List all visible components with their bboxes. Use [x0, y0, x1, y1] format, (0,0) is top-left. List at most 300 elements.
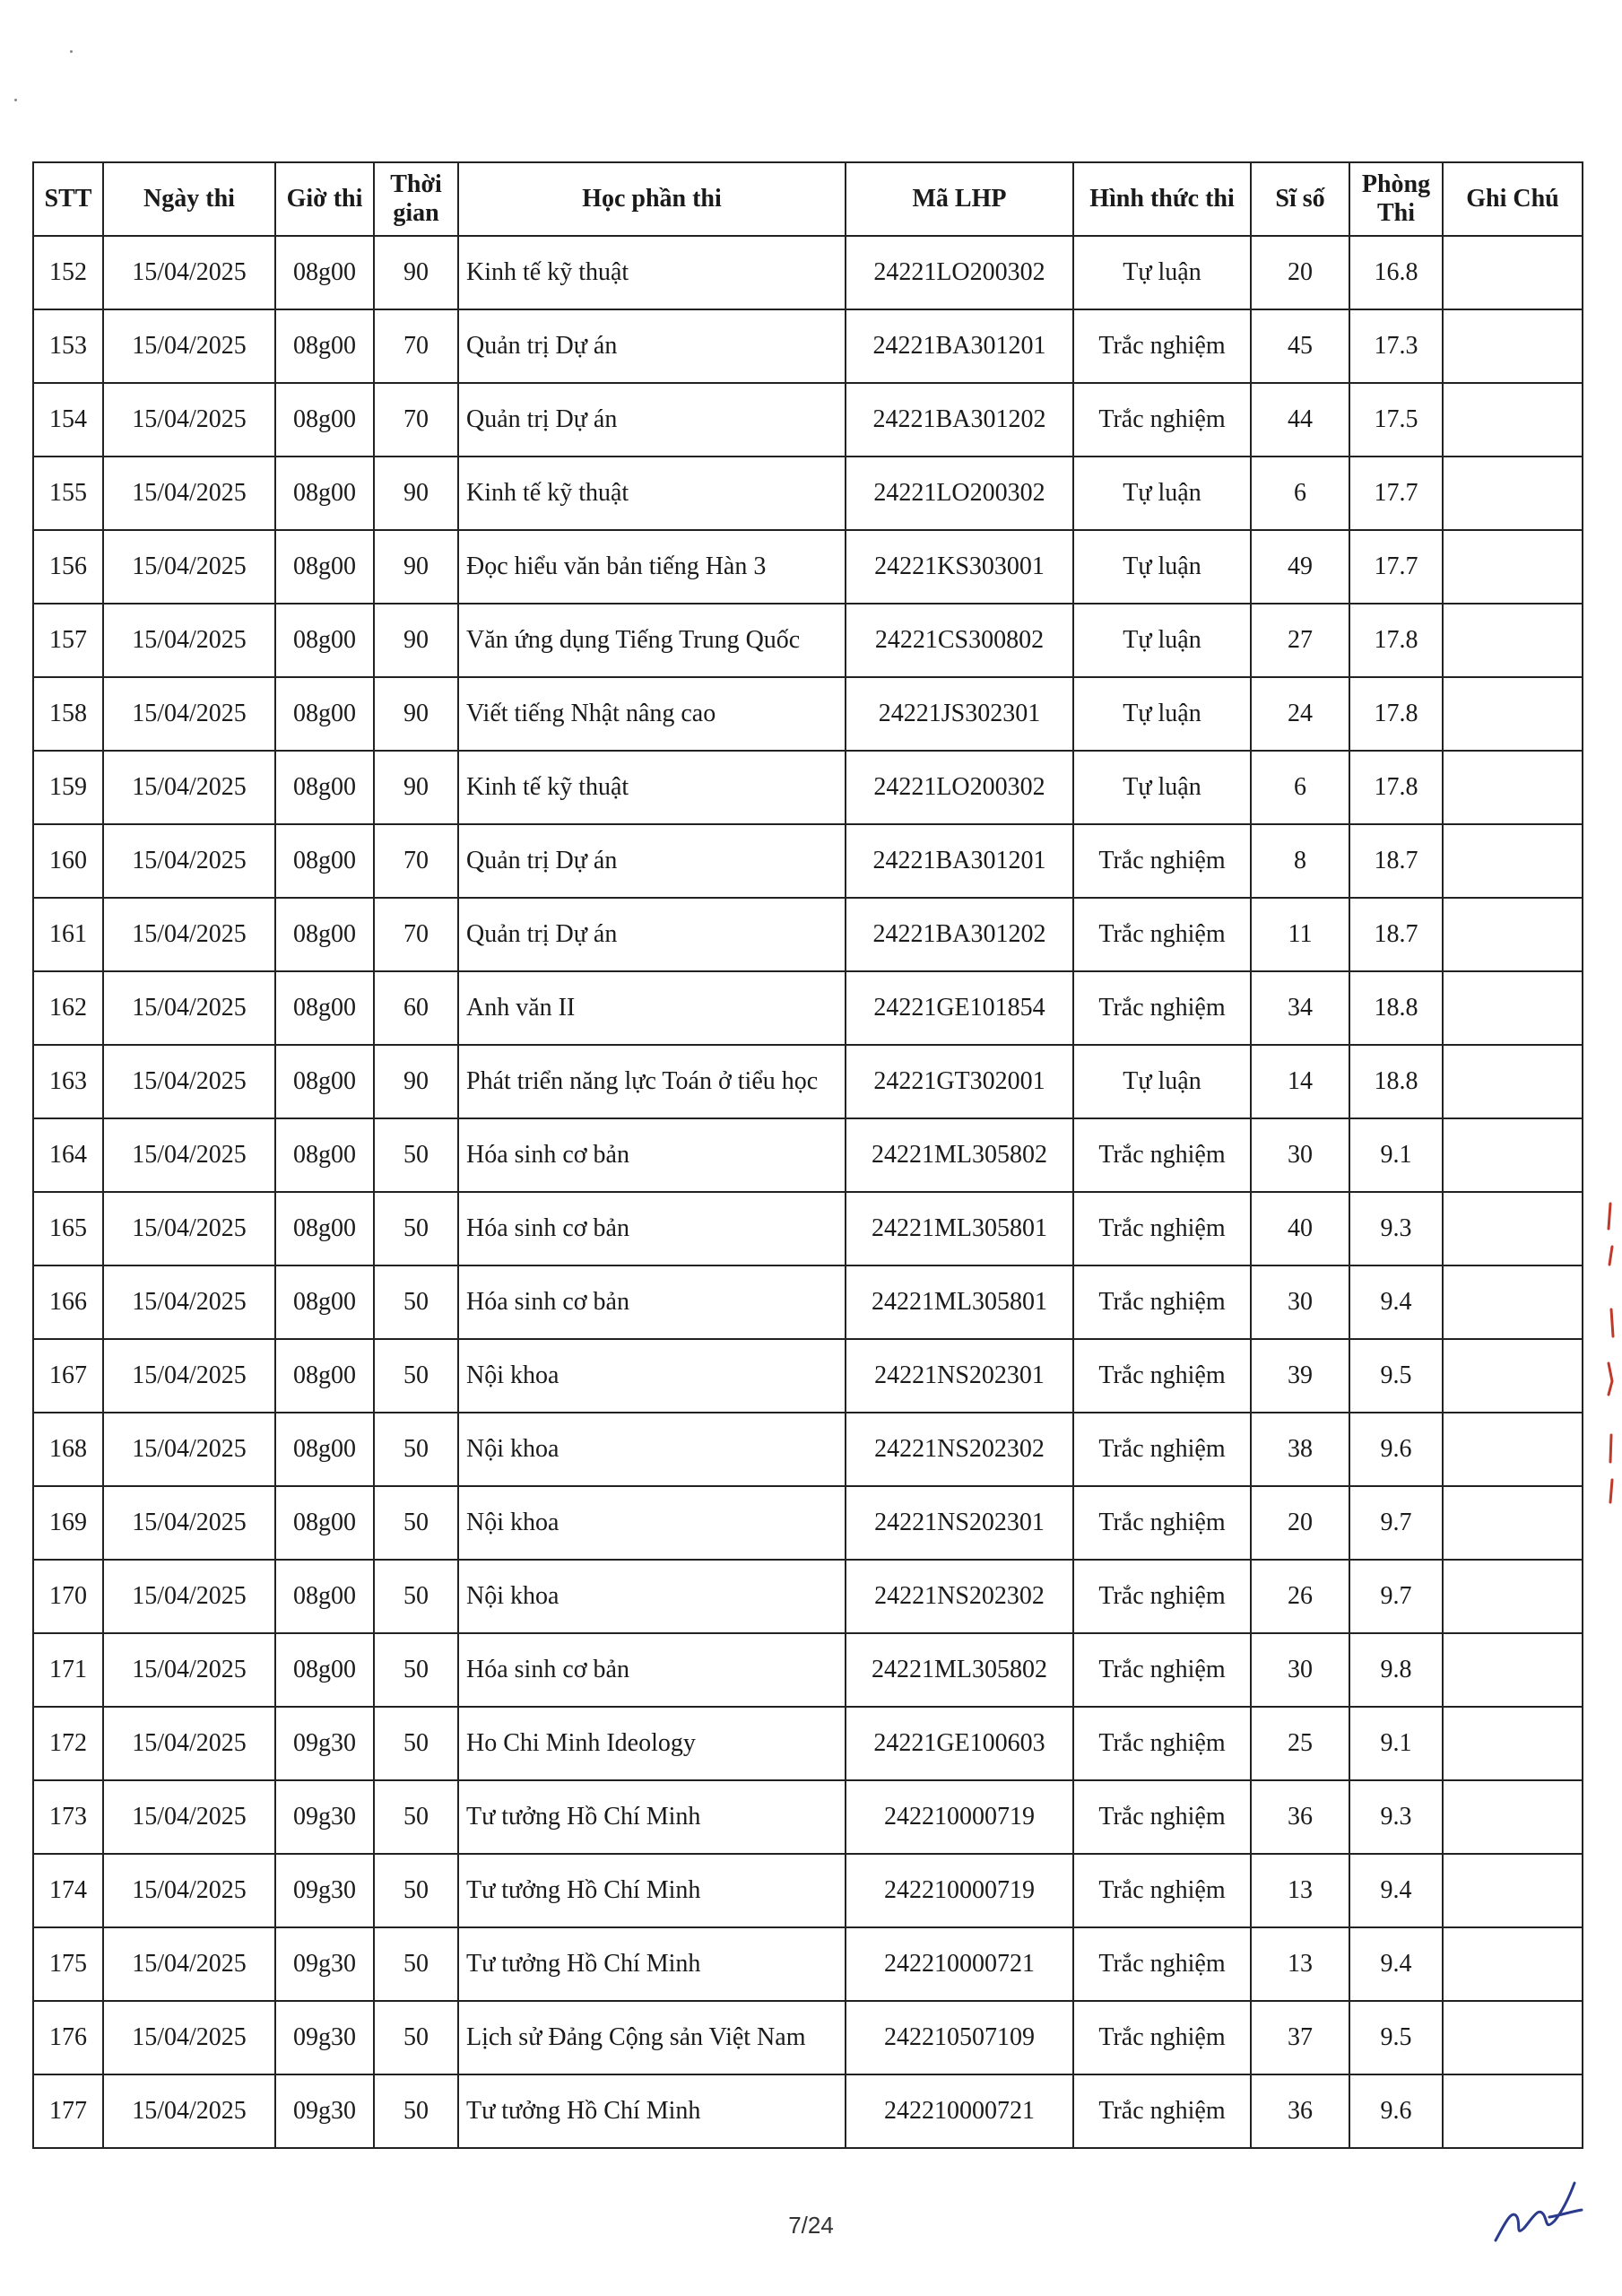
cell-ma-lhp: 24221KS303001 [846, 530, 1073, 604]
cell-thoi-gian: 50 [374, 1560, 458, 1633]
cell-gio-thi: 08g00 [275, 971, 374, 1045]
cell-ma-lhp: 242210000721 [846, 1927, 1073, 2001]
cell-hoc-phan-thi: Hóa sinh cơ bản [458, 1192, 846, 1265]
cell-ma-lhp: 24221ML305802 [846, 1633, 1073, 1707]
cell-stt: 157 [33, 604, 103, 677]
cell-thoi-gian: 90 [374, 1045, 458, 1118]
cell-phong-thi: 17.5 [1349, 383, 1443, 457]
table-row [33, 309, 1583, 383]
cell-hoc-phan-thi: Quản trị Dự án [458, 383, 846, 457]
cell-ghi-chu [1443, 1486, 1583, 1560]
cell-hoc-phan-thi: Kinh tế kỹ thuật [458, 457, 846, 530]
cell-hoc-phan-thi: Tư tưởng Hồ Chí Minh [458, 1854, 846, 1927]
cell-stt: 172 [33, 1707, 103, 1780]
cell-hinh-thuc-thi: Trắc nghiệm [1073, 383, 1251, 457]
cell-ghi-chu [1443, 236, 1583, 309]
cell-gio-thi: 08g00 [275, 1339, 374, 1413]
cell-ngay-thi: 15/04/2025 [103, 457, 275, 530]
cell-gio-thi: 09g30 [275, 1854, 374, 1927]
cell-ngay-thi: 15/04/2025 [103, 383, 275, 457]
cell-hoc-phan-thi: Phát triển năng lực Toán ở tiểu học [458, 1045, 846, 1118]
cell-si-so: 13 [1251, 1927, 1349, 2001]
cell-hoc-phan-thi: Ho Chi Minh Ideology [458, 1707, 846, 1780]
cell-gio-thi: 08g00 [275, 751, 374, 824]
cell-thoi-gian: 50 [374, 1192, 458, 1265]
cell-thoi-gian: 50 [374, 1854, 458, 1927]
cell-ma-lhp: 242210000719 [846, 1854, 1073, 1927]
cell-ghi-chu [1443, 824, 1583, 898]
cell-thoi-gian: 50 [374, 1486, 458, 1560]
cell-ngay-thi: 15/04/2025 [103, 1118, 275, 1192]
cell-stt: 169 [33, 1486, 103, 1560]
cell-phong-thi: 9.6 [1349, 2074, 1443, 2148]
cell-thoi-gian: 50 [374, 1118, 458, 1192]
scan-speck [14, 99, 17, 101]
cell-thoi-gian: 90 [374, 457, 458, 530]
cell-ghi-chu [1443, 971, 1583, 1045]
cell-gio-thi: 08g00 [275, 1413, 374, 1486]
cell-ma-lhp: 24221NS202301 [846, 1486, 1073, 1560]
cell-hinh-thuc-thi: Trắc nghiệm [1073, 1192, 1251, 1265]
cell-hoc-phan-thi: Quản trị Dự án [458, 824, 846, 898]
table-row [33, 1780, 1583, 1854]
cell-hoc-phan-thi: Lịch sử Đảng Cộng sản Việt Nam [458, 2001, 846, 2074]
cell-thoi-gian: 50 [374, 2001, 458, 2074]
cell-hoc-phan-thi: Nội khoa [458, 1486, 846, 1560]
cell-gio-thi: 09g30 [275, 1780, 374, 1854]
cell-ngay-thi: 15/04/2025 [103, 1045, 275, 1118]
cell-ngay-thi: 15/04/2025 [103, 1192, 275, 1265]
cell-thoi-gian: 90 [374, 677, 458, 751]
cell-stt: 155 [33, 457, 103, 530]
cell-si-so: 13 [1251, 1854, 1349, 1927]
cell-ma-lhp: 242210000719 [846, 1780, 1073, 1854]
cell-ghi-chu [1443, 2074, 1583, 2148]
table-row [33, 2001, 1583, 2074]
cell-thoi-gian: 90 [374, 530, 458, 604]
cell-thoi-gian: 50 [374, 1707, 458, 1780]
cell-hoc-phan-thi: Văn ứng dụng Tiếng Trung Quốc [458, 604, 846, 677]
cell-si-so: 25 [1251, 1707, 1349, 1780]
cell-si-so: 34 [1251, 971, 1349, 1045]
cell-si-so: 20 [1251, 236, 1349, 309]
header-stt: STT [33, 162, 103, 236]
table-row [33, 1707, 1583, 1780]
cell-ngay-thi: 15/04/2025 [103, 824, 275, 898]
cell-ghi-chu [1443, 677, 1583, 751]
table-row [33, 898, 1583, 971]
cell-ma-lhp: 24221ML305801 [846, 1265, 1073, 1339]
cell-stt: 174 [33, 1854, 103, 1927]
cell-ngay-thi: 15/04/2025 [103, 677, 275, 751]
cell-ngay-thi: 15/04/2025 [103, 1633, 275, 1707]
cell-si-so: 24 [1251, 677, 1349, 751]
cell-phong-thi: 9.7 [1349, 1486, 1443, 1560]
cell-si-so: 6 [1251, 457, 1349, 530]
cell-thoi-gian: 70 [374, 898, 458, 971]
table-row [33, 1045, 1583, 1118]
table-body [33, 236, 1583, 2148]
table-row [33, 677, 1583, 751]
cell-stt: 175 [33, 1927, 103, 2001]
cell-si-so: 26 [1251, 1560, 1349, 1633]
cell-ghi-chu [1443, 2001, 1583, 2074]
cell-stt: 152 [33, 236, 103, 309]
header-ngay-thi: Ngày thi [103, 162, 275, 236]
cell-ngay-thi: 15/04/2025 [103, 898, 275, 971]
cell-stt: 170 [33, 1560, 103, 1633]
cell-ngay-thi: 15/04/2025 [103, 2074, 275, 2148]
cell-ngay-thi: 15/04/2025 [103, 1780, 275, 1854]
cell-stt: 158 [33, 677, 103, 751]
cell-phong-thi: 9.4 [1349, 1854, 1443, 1927]
cell-si-so: 11 [1251, 898, 1349, 971]
cell-gio-thi: 09g30 [275, 2074, 374, 2148]
cell-hinh-thuc-thi: Trắc nghiệm [1073, 1560, 1251, 1633]
cell-hoc-phan-thi: Quản trị Dự án [458, 309, 846, 383]
cell-gio-thi: 08g00 [275, 898, 374, 971]
cell-stt: 164 [33, 1118, 103, 1192]
cell-thoi-gian: 50 [374, 1265, 458, 1339]
cell-thoi-gian: 50 [374, 1780, 458, 1854]
cell-thoi-gian: 90 [374, 236, 458, 309]
table-row [33, 1118, 1583, 1192]
cell-ngay-thi: 15/04/2025 [103, 1265, 275, 1339]
cell-si-so: 36 [1251, 1780, 1349, 1854]
cell-thoi-gian: 50 [374, 1339, 458, 1413]
cell-ma-lhp: 242210507109 [846, 2001, 1073, 2074]
cell-si-so: 30 [1251, 1118, 1349, 1192]
cell-thoi-gian: 90 [374, 751, 458, 824]
cell-ngay-thi: 15/04/2025 [103, 751, 275, 824]
cell-gio-thi: 08g00 [275, 1118, 374, 1192]
table-row [33, 1265, 1583, 1339]
header-hoc-phan-thi: Học phần thi [458, 162, 846, 236]
cell-ma-lhp: 24221ML305802 [846, 1118, 1073, 1192]
cell-ghi-chu [1443, 1633, 1583, 1707]
cell-ngay-thi: 15/04/2025 [103, 236, 275, 309]
cell-hinh-thuc-thi: Trắc nghiệm [1073, 1339, 1251, 1413]
cell-gio-thi: 08g00 [275, 1560, 374, 1633]
cell-phong-thi: 9.3 [1349, 1780, 1443, 1854]
cell-thoi-gian: 50 [374, 1927, 458, 2001]
header-thoi-gian-line1: Thời [390, 170, 442, 198]
cell-ghi-chu [1443, 604, 1583, 677]
table-row [33, 530, 1583, 604]
cell-ma-lhp: 24221GT302001 [846, 1045, 1073, 1118]
cell-si-so: 40 [1251, 1192, 1349, 1265]
cell-hinh-thuc-thi: Tự luận [1073, 530, 1251, 604]
cell-hinh-thuc-thi: Trắc nghiệm [1073, 971, 1251, 1045]
cell-phong-thi: 18.7 [1349, 824, 1443, 898]
cell-phong-thi: 17.8 [1349, 604, 1443, 677]
cell-ghi-chu [1443, 457, 1583, 530]
cell-phong-thi: 9.7 [1349, 1560, 1443, 1633]
cell-phong-thi: 9.1 [1349, 1707, 1443, 1780]
cell-ngay-thi: 15/04/2025 [103, 1854, 275, 1927]
cell-hinh-thuc-thi: Tự luận [1073, 604, 1251, 677]
page-number: 7/24 [788, 2212, 834, 2239]
cell-hinh-thuc-thi: Trắc nghiệm [1073, 898, 1251, 971]
cell-ma-lhp: 242210000721 [846, 2074, 1073, 2148]
cell-hinh-thuc-thi: Trắc nghiệm [1073, 1633, 1251, 1707]
cell-phong-thi: 18.8 [1349, 971, 1443, 1045]
cell-ghi-chu [1443, 530, 1583, 604]
cell-phong-thi: 9.5 [1349, 1339, 1443, 1413]
cell-thoi-gian: 70 [374, 824, 458, 898]
cell-hinh-thuc-thi: Trắc nghiệm [1073, 2074, 1251, 2148]
cell-gio-thi: 09g30 [275, 1927, 374, 2001]
cell-stt: 168 [33, 1413, 103, 1486]
cell-hinh-thuc-thi: Trắc nghiệm [1073, 1854, 1251, 1927]
cell-phong-thi: 17.7 [1349, 457, 1443, 530]
cell-si-so: 45 [1251, 309, 1349, 383]
cell-si-so: 6 [1251, 751, 1349, 824]
cell-gio-thi: 09g30 [275, 2001, 374, 2074]
cell-hoc-phan-thi: Nội khoa [458, 1560, 846, 1633]
cell-ma-lhp: 24221LO200302 [846, 457, 1073, 530]
cell-ma-lhp: 24221BA301201 [846, 824, 1073, 898]
cell-thoi-gian: 50 [374, 2074, 458, 2148]
cell-thoi-gian: 70 [374, 383, 458, 457]
cell-hoc-phan-thi: Tư tưởng Hồ Chí Minh [458, 1780, 846, 1854]
cell-ghi-chu [1443, 1413, 1583, 1486]
cell-stt: 165 [33, 1192, 103, 1265]
cell-si-so: 27 [1251, 604, 1349, 677]
cell-ghi-chu [1443, 1339, 1583, 1413]
header-thoi-gian-line2: gian [393, 199, 439, 227]
cell-ma-lhp: 24221NS202302 [846, 1413, 1073, 1486]
cell-thoi-gian: 70 [374, 309, 458, 383]
cell-si-so: 36 [1251, 2074, 1349, 2148]
table-row [33, 1927, 1583, 2001]
cell-stt: 153 [33, 309, 103, 383]
cell-hoc-phan-thi: Hóa sinh cơ bản [458, 1118, 846, 1192]
table-row [33, 236, 1583, 309]
header-si-so: Sĩ số [1251, 162, 1349, 236]
cell-hinh-thuc-thi: Tự luận [1073, 236, 1251, 309]
cell-phong-thi: 9.4 [1349, 1265, 1443, 1339]
table-row [33, 1339, 1583, 1413]
table-row [33, 383, 1583, 457]
cell-hoc-phan-thi: Anh văn II [458, 971, 846, 1045]
cell-stt: 156 [33, 530, 103, 604]
cell-stt: 173 [33, 1780, 103, 1854]
header-phong-thi-line1: Phòng [1361, 170, 1431, 198]
table-row [33, 971, 1583, 1045]
cell-ma-lhp: 24221GE101854 [846, 971, 1073, 1045]
cell-ma-lhp: 24221CS300802 [846, 604, 1073, 677]
cell-ghi-chu [1443, 1560, 1583, 1633]
cell-hinh-thuc-thi: Tự luận [1073, 1045, 1251, 1118]
cell-ghi-chu [1443, 751, 1583, 824]
cell-ghi-chu [1443, 1927, 1583, 2001]
cell-hinh-thuc-thi: Trắc nghiệm [1073, 1118, 1251, 1192]
cell-phong-thi: 17.8 [1349, 677, 1443, 751]
cell-phong-thi: 16.8 [1349, 236, 1443, 309]
cell-hoc-phan-thi: Tư tưởng Hồ Chí Minh [458, 2074, 846, 2148]
cell-hoc-phan-thi: Kinh tế kỹ thuật [458, 751, 846, 824]
cell-ngay-thi: 15/04/2025 [103, 309, 275, 383]
cell-gio-thi: 08g00 [275, 1265, 374, 1339]
cell-phong-thi: 17.7 [1349, 530, 1443, 604]
cell-gio-thi: 08g00 [275, 309, 374, 383]
cell-stt: 163 [33, 1045, 103, 1118]
cell-ghi-chu [1443, 1265, 1583, 1339]
table-row [33, 2074, 1583, 2148]
cell-ghi-chu [1443, 898, 1583, 971]
cell-ngay-thi: 15/04/2025 [103, 2001, 275, 2074]
cell-phong-thi: 9.1 [1349, 1118, 1443, 1192]
cell-stt: 166 [33, 1265, 103, 1339]
exam-schedule-table [32, 161, 1583, 2149]
cell-phong-thi: 9.5 [1349, 2001, 1443, 2074]
cell-si-so: 44 [1251, 383, 1349, 457]
cell-si-so: 30 [1251, 1265, 1349, 1339]
cell-si-so: 20 [1251, 1486, 1349, 1560]
cell-hoc-phan-thi: Nội khoa [458, 1339, 846, 1413]
cell-hinh-thuc-thi: Trắc nghiệm [1073, 1265, 1251, 1339]
scan-speck [70, 50, 73, 53]
table-row [33, 457, 1583, 530]
cell-ghi-chu [1443, 1192, 1583, 1265]
signature-mark [1488, 2170, 1587, 2251]
cell-phong-thi: 17.3 [1349, 309, 1443, 383]
cell-ghi-chu [1443, 1780, 1583, 1854]
cell-ma-lhp: 24221BA301202 [846, 383, 1073, 457]
cell-gio-thi: 08g00 [275, 824, 374, 898]
cell-phong-thi: 9.8 [1349, 1633, 1443, 1707]
cell-si-so: 37 [1251, 2001, 1349, 2074]
cell-thoi-gian: 60 [374, 971, 458, 1045]
table-row [33, 1486, 1583, 1560]
cell-hinh-thuc-thi: Trắc nghiệm [1073, 1486, 1251, 1560]
cell-ngay-thi: 15/04/2025 [103, 971, 275, 1045]
cell-phong-thi: 18.7 [1349, 898, 1443, 971]
cell-hoc-phan-thi: Viết tiếng Nhật nâng cao [458, 677, 846, 751]
table-row [33, 1560, 1583, 1633]
cell-ngay-thi: 15/04/2025 [103, 1413, 275, 1486]
cell-ghi-chu [1443, 1118, 1583, 1192]
cell-si-so: 38 [1251, 1413, 1349, 1486]
cell-gio-thi: 08g00 [275, 677, 374, 751]
table-row [33, 751, 1583, 824]
cell-hinh-thuc-thi: Trắc nghiệm [1073, 1707, 1251, 1780]
cell-gio-thi: 08g00 [275, 530, 374, 604]
cell-stt: 171 [33, 1633, 103, 1707]
cell-ma-lhp: 24221GE100603 [846, 1707, 1073, 1780]
cell-hinh-thuc-thi: Trắc nghiệm [1073, 1413, 1251, 1486]
header-thoi-gian [374, 162, 458, 236]
cell-ma-lhp: 24221LO200302 [846, 236, 1073, 309]
header-hinh-thuc-thi: Hình thức thi [1073, 162, 1251, 236]
cell-gio-thi: 08g00 [275, 383, 374, 457]
table-header-row [33, 162, 1583, 236]
cell-hoc-phan-thi: Quản trị Dự án [458, 898, 846, 971]
cell-si-so: 39 [1251, 1339, 1349, 1413]
table-row [33, 1192, 1583, 1265]
table-row [33, 1413, 1583, 1486]
header-ghi-chu: Ghi Chú [1443, 162, 1583, 236]
header-phong-thi [1349, 162, 1443, 236]
edge-stamp-marks [1603, 1202, 1618, 1507]
cell-phong-thi: 17.8 [1349, 751, 1443, 824]
cell-hinh-thuc-thi: Trắc nghiệm [1073, 2001, 1251, 2074]
header-gio-thi: Giờ thi [275, 162, 374, 236]
header-ma-lhp: Mã LHP [846, 162, 1073, 236]
cell-stt: 161 [33, 898, 103, 971]
cell-ngay-thi: 15/04/2025 [103, 1560, 275, 1633]
cell-hoc-phan-thi: Đọc hiểu văn bản tiếng Hàn 3 [458, 530, 846, 604]
cell-hoc-phan-thi: Hóa sinh cơ bản [458, 1633, 846, 1707]
cell-hoc-phan-thi: Hóa sinh cơ bản [458, 1265, 846, 1339]
cell-stt: 154 [33, 383, 103, 457]
cell-ma-lhp: 24221NS202301 [846, 1339, 1073, 1413]
cell-gio-thi: 08g00 [275, 1045, 374, 1118]
cell-phong-thi: 9.4 [1349, 1927, 1443, 2001]
cell-ma-lhp: 24221NS202302 [846, 1560, 1073, 1633]
cell-stt: 160 [33, 824, 103, 898]
cell-ma-lhp: 24221BA301202 [846, 898, 1073, 971]
cell-hinh-thuc-thi: Trắc nghiệm [1073, 309, 1251, 383]
cell-ngay-thi: 15/04/2025 [103, 1707, 275, 1780]
cell-ngay-thi: 15/04/2025 [103, 1486, 275, 1560]
table-row [33, 1633, 1583, 1707]
cell-hoc-phan-thi: Tư tưởng Hồ Chí Minh [458, 1927, 846, 2001]
cell-phong-thi: 9.3 [1349, 1192, 1443, 1265]
cell-si-so: 8 [1251, 824, 1349, 898]
cell-gio-thi: 08g00 [275, 1633, 374, 1707]
cell-thoi-gian: 50 [374, 1413, 458, 1486]
cell-hinh-thuc-thi: Trắc nghiệm [1073, 824, 1251, 898]
cell-stt: 176 [33, 2001, 103, 2074]
cell-hinh-thuc-thi: Trắc nghiệm [1073, 1780, 1251, 1854]
cell-ma-lhp: 24221BA301201 [846, 309, 1073, 383]
cell-thoi-gian: 90 [374, 604, 458, 677]
cell-hinh-thuc-thi: Trắc nghiệm [1073, 1927, 1251, 2001]
cell-hoc-phan-thi: Nội khoa [458, 1413, 846, 1486]
cell-si-so: 49 [1251, 530, 1349, 604]
cell-ghi-chu [1443, 309, 1583, 383]
cell-hinh-thuc-thi: Tự luận [1073, 751, 1251, 824]
cell-stt: 177 [33, 2074, 103, 2148]
cell-stt: 159 [33, 751, 103, 824]
cell-si-so: 30 [1251, 1633, 1349, 1707]
cell-gio-thi: 08g00 [275, 236, 374, 309]
cell-ma-lhp: 24221LO200302 [846, 751, 1073, 824]
cell-phong-thi: 9.6 [1349, 1413, 1443, 1486]
cell-ghi-chu [1443, 1045, 1583, 1118]
cell-gio-thi: 08g00 [275, 604, 374, 677]
cell-ghi-chu [1443, 1707, 1583, 1780]
cell-ngay-thi: 15/04/2025 [103, 1339, 275, 1413]
table-row [33, 824, 1583, 898]
cell-ma-lhp: 24221JS302301 [846, 677, 1073, 751]
cell-si-so: 14 [1251, 1045, 1349, 1118]
cell-ghi-chu [1443, 383, 1583, 457]
cell-hoc-phan-thi: Kinh tế kỹ thuật [458, 236, 846, 309]
cell-hinh-thuc-thi: Tự luận [1073, 457, 1251, 530]
cell-ngay-thi: 15/04/2025 [103, 1927, 275, 2001]
cell-thoi-gian: 50 [374, 1633, 458, 1707]
cell-gio-thi: 08g00 [275, 457, 374, 530]
cell-gio-thi: 09g30 [275, 1707, 374, 1780]
header-phong-thi-line2: Thi [1376, 199, 1416, 227]
cell-ghi-chu [1443, 1854, 1583, 1927]
cell-phong-thi: 18.8 [1349, 1045, 1443, 1118]
cell-gio-thi: 08g00 [275, 1192, 374, 1265]
cell-ngay-thi: 15/04/2025 [103, 530, 275, 604]
